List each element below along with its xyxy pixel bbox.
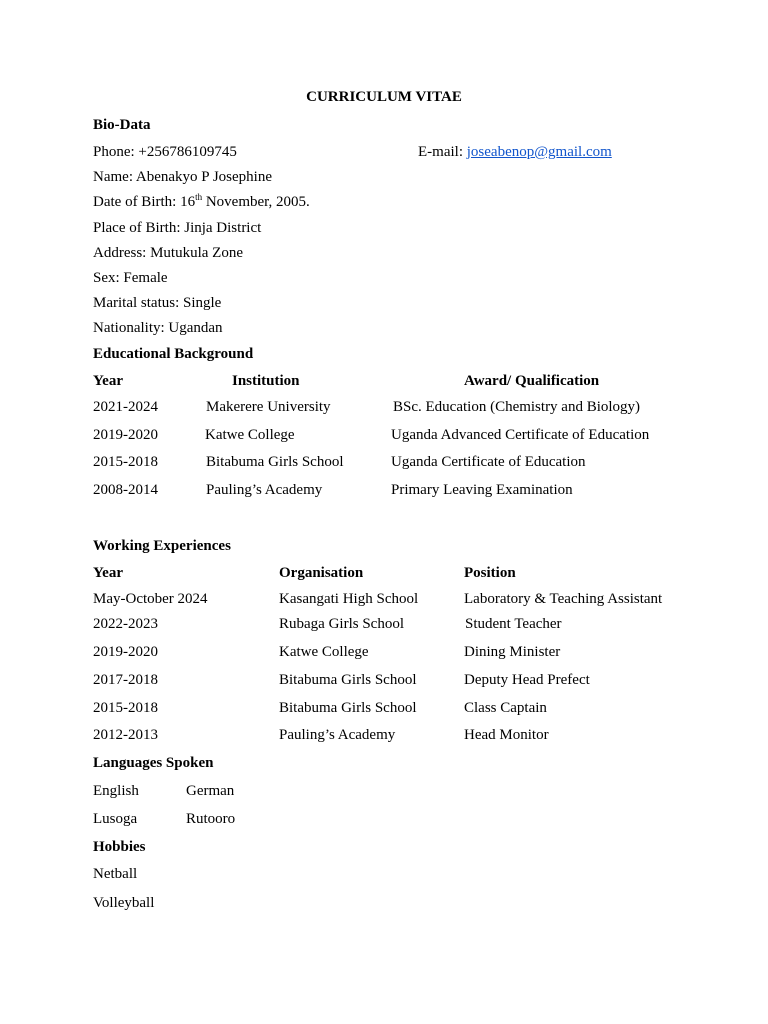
education-header-year: Year [93, 373, 123, 389]
nationality: Nationality: Ugandan [93, 320, 223, 336]
dob-prefix: Date of Birth: 16 [93, 194, 196, 210]
education-award: Uganda Certificate of Education [391, 454, 586, 470]
work-organisation: Bitabuma Girls School [279, 672, 417, 688]
education-year: 2021-2024 [93, 399, 158, 415]
dob-sup: th [195, 192, 203, 202]
education-institution: Katwe College [205, 427, 295, 443]
work-year: 2015-2018 [93, 700, 158, 716]
date-of-birth [93, 193, 310, 211]
work-year: 2022-2023 [93, 616, 158, 632]
language-item: German [186, 783, 235, 799]
dob-suffix: November, 2005. [202, 194, 310, 210]
work-position: Deputy Head Prefect [464, 672, 590, 688]
hobby-item: Volleyball [93, 895, 155, 911]
work-year: 2017-2018 [93, 672, 158, 688]
email-label: E-mail: [418, 144, 467, 160]
work-organisation: Kasangati High School [279, 591, 419, 607]
name: Name: Abenakyo P Josephine [93, 169, 272, 185]
language-item: Lusoga [93, 811, 138, 827]
language-item: English [93, 783, 139, 799]
education-institution: Makerere University [206, 399, 331, 415]
work-organisation: Bitabuma Girls School [279, 700, 417, 716]
sex: Sex: Female [93, 270, 168, 286]
email-link[interactable]: joseabenop@gmail.com [466, 144, 612, 160]
phone: Phone: +256786109745 [93, 144, 237, 160]
education-header-award: Award/ Qualification [464, 373, 600, 389]
work-position: Laboratory & Teaching Assistant [464, 591, 663, 607]
hobby-item: Netball [93, 866, 138, 882]
work-position: Class Captain [464, 700, 547, 716]
education-heading: Educational Background [93, 346, 254, 362]
language-item: Rutooro [186, 811, 236, 827]
work-position: Head Monitor [464, 727, 549, 743]
hobbies-heading: Hobbies [93, 839, 146, 855]
languages-heading: Languages Spoken [93, 755, 214, 771]
education-award: Uganda Advanced Certificate of Education [391, 427, 650, 443]
address: Address: Mutukula Zone [93, 245, 243, 261]
education-year: 2019-2020 [93, 427, 158, 443]
education-institution: Pauling’s Academy [206, 482, 323, 498]
education-award: BSc. Education (Chemistry and Biology) [393, 399, 641, 415]
work-position: Student Teacher [465, 616, 562, 632]
work-header-year: Year [93, 565, 123, 581]
education-header-institution: Institution [232, 373, 300, 389]
education-institution: Bitabuma Girls School [206, 454, 344, 470]
place-of-birth: Place of Birth: Jinja District [93, 220, 262, 236]
work-organisation: Katwe College [279, 644, 369, 660]
work-position: Dining Minister [464, 644, 561, 660]
work-year: May-October 2024 [93, 591, 208, 607]
education-award: Primary Leaving Examination [391, 482, 573, 498]
work-header-position: Position [464, 565, 516, 581]
education-year: 2015-2018 [93, 454, 158, 470]
work-organisation: Pauling’s Academy [279, 727, 396, 743]
bio-heading: Bio-Data [93, 117, 151, 133]
education-year: 2008-2014 [93, 482, 158, 498]
page-title: CURRICULUM VITAE [306, 89, 462, 105]
work-header-organisation: Organisation [279, 565, 364, 581]
work-year: 2012-2013 [93, 727, 158, 743]
work-organisation: Rubaga Girls School [279, 616, 404, 632]
email-line [418, 143, 612, 161]
work-year: 2019-2020 [93, 644, 158, 660]
marital-status: Marital status: Single [93, 295, 222, 311]
work-heading: Working Experiences [93, 538, 231, 554]
